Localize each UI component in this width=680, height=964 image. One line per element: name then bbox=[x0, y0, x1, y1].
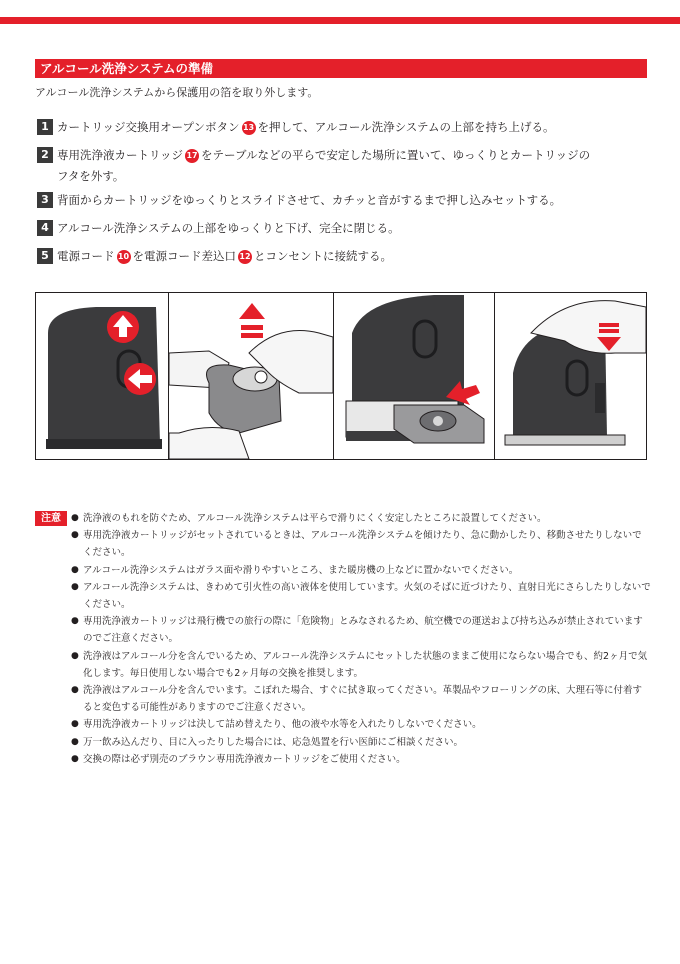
step-1 bbox=[37, 117, 652, 138]
intro-text: アルコール洗浄システムから保護用の箔を取り外します。 bbox=[35, 86, 319, 99]
caution-note: ● 専用洗浄液カートリッジは飛行機での旅行の際に「危険物」とみなされるため、航空機での運送および持ち込みが禁止されていますのでご注意ください。 bbox=[71, 613, 651, 647]
part-number-badge: 17 bbox=[185, 149, 199, 163]
caution-note: ● 専用洗浄液カートリッジは決して詰め替えたり、他の液や水等を入れたりしないでください。 bbox=[71, 716, 651, 733]
step-text: 背面からカートリッジをゆっくりとスライドさせて、カチッと音がするまで押し込みセットする。 bbox=[57, 193, 562, 207]
step-number: 5 bbox=[37, 248, 53, 264]
part-number-badge: 12 bbox=[238, 250, 252, 264]
caution-note: ● アルコール洗浄システムはガラス面や滑りやすいところ、また暖房機の上などに置かないでください。 bbox=[71, 562, 651, 579]
step-text: カートリッジ交換用オープンボタン 13 を押して、アルコール洗浄システムの上部を持ち上げる。 bbox=[57, 120, 555, 134]
caution-note: ● 交換の際は必ず別売のブラウン専用洗浄液カートリッジをご使用ください。 bbox=[71, 751, 651, 768]
step-number: 4 bbox=[37, 220, 53, 236]
caution-note: ● 洗浄液はアルコール分を含んでいるため、アルコール洗浄システムにセットした状態のままご使用にならない場合でも、約2ヶ月で気化します。毎日使用しない場合でも2ヶ月毎の交換を推奨します。 bbox=[71, 648, 651, 682]
caution-note: ● 専用洗浄液カートリッジがセットされているときは、アルコール洗浄システムを傾けたり、急に動かしたり、移動させたりしないでください。 bbox=[71, 527, 651, 561]
caution-notes-list bbox=[71, 510, 651, 768]
caution-note: ● 洗浄液のもれを防ぐため、アルコール洗浄システムは平らで滑りにくく安定したところに設置してください。 bbox=[71, 510, 651, 527]
illustration-insert-cartridge bbox=[334, 293, 494, 459]
step-3 bbox=[37, 190, 652, 211]
step-5 bbox=[37, 246, 652, 267]
caution-note: ● アルコール洗浄システムは、きわめて引火性の高い液体を使用しています。火気のそばに近づけたり、直射日光にさらしたりしないでください。 bbox=[71, 579, 651, 613]
top-red-bar bbox=[0, 17, 680, 24]
step-number: 1 bbox=[37, 119, 53, 135]
illustration-remove-cartridge-cap bbox=[169, 293, 333, 459]
step-2 bbox=[37, 145, 652, 187]
caution-note: ● 万一飲み込んだり、目に入ったりした場合には、応急処置を行い医師にご相談ください。 bbox=[71, 734, 651, 751]
step-text: アルコール洗浄システムの上部をゆっくりと下げ、完全に閉じる。 bbox=[57, 221, 400, 235]
caution-badge: 注意 bbox=[35, 511, 67, 526]
part-number-badge: 10 bbox=[117, 250, 131, 264]
step-4 bbox=[37, 218, 652, 239]
part-number-badge: 13 bbox=[242, 121, 256, 135]
step-number: 2 bbox=[37, 147, 53, 163]
step-text: 専用洗浄液カートリッジ 17 をテーブルなどの平らで安定した場所に置いて、ゆっくりとカートリッジの フタを外す。 bbox=[57, 148, 591, 183]
section-title: アルコール洗浄システムの準備 bbox=[35, 59, 647, 78]
illustration-strip bbox=[35, 292, 647, 460]
caution-note: ● 洗浄液はアルコール分を含んでいます。こぼれた場合、すぐに拭き取ってください。革製品やフローリングの床、大理石等に付着すると変色する可能性がありますのでご注意ください。 bbox=[71, 682, 651, 716]
illustration-open-lid bbox=[36, 293, 168, 459]
step-text: 電源コード 10 を電源コード差込口 12 とコンセントに接続する。 bbox=[57, 249, 392, 263]
step-number: 3 bbox=[37, 192, 53, 208]
illustration-close-lid bbox=[495, 293, 646, 459]
